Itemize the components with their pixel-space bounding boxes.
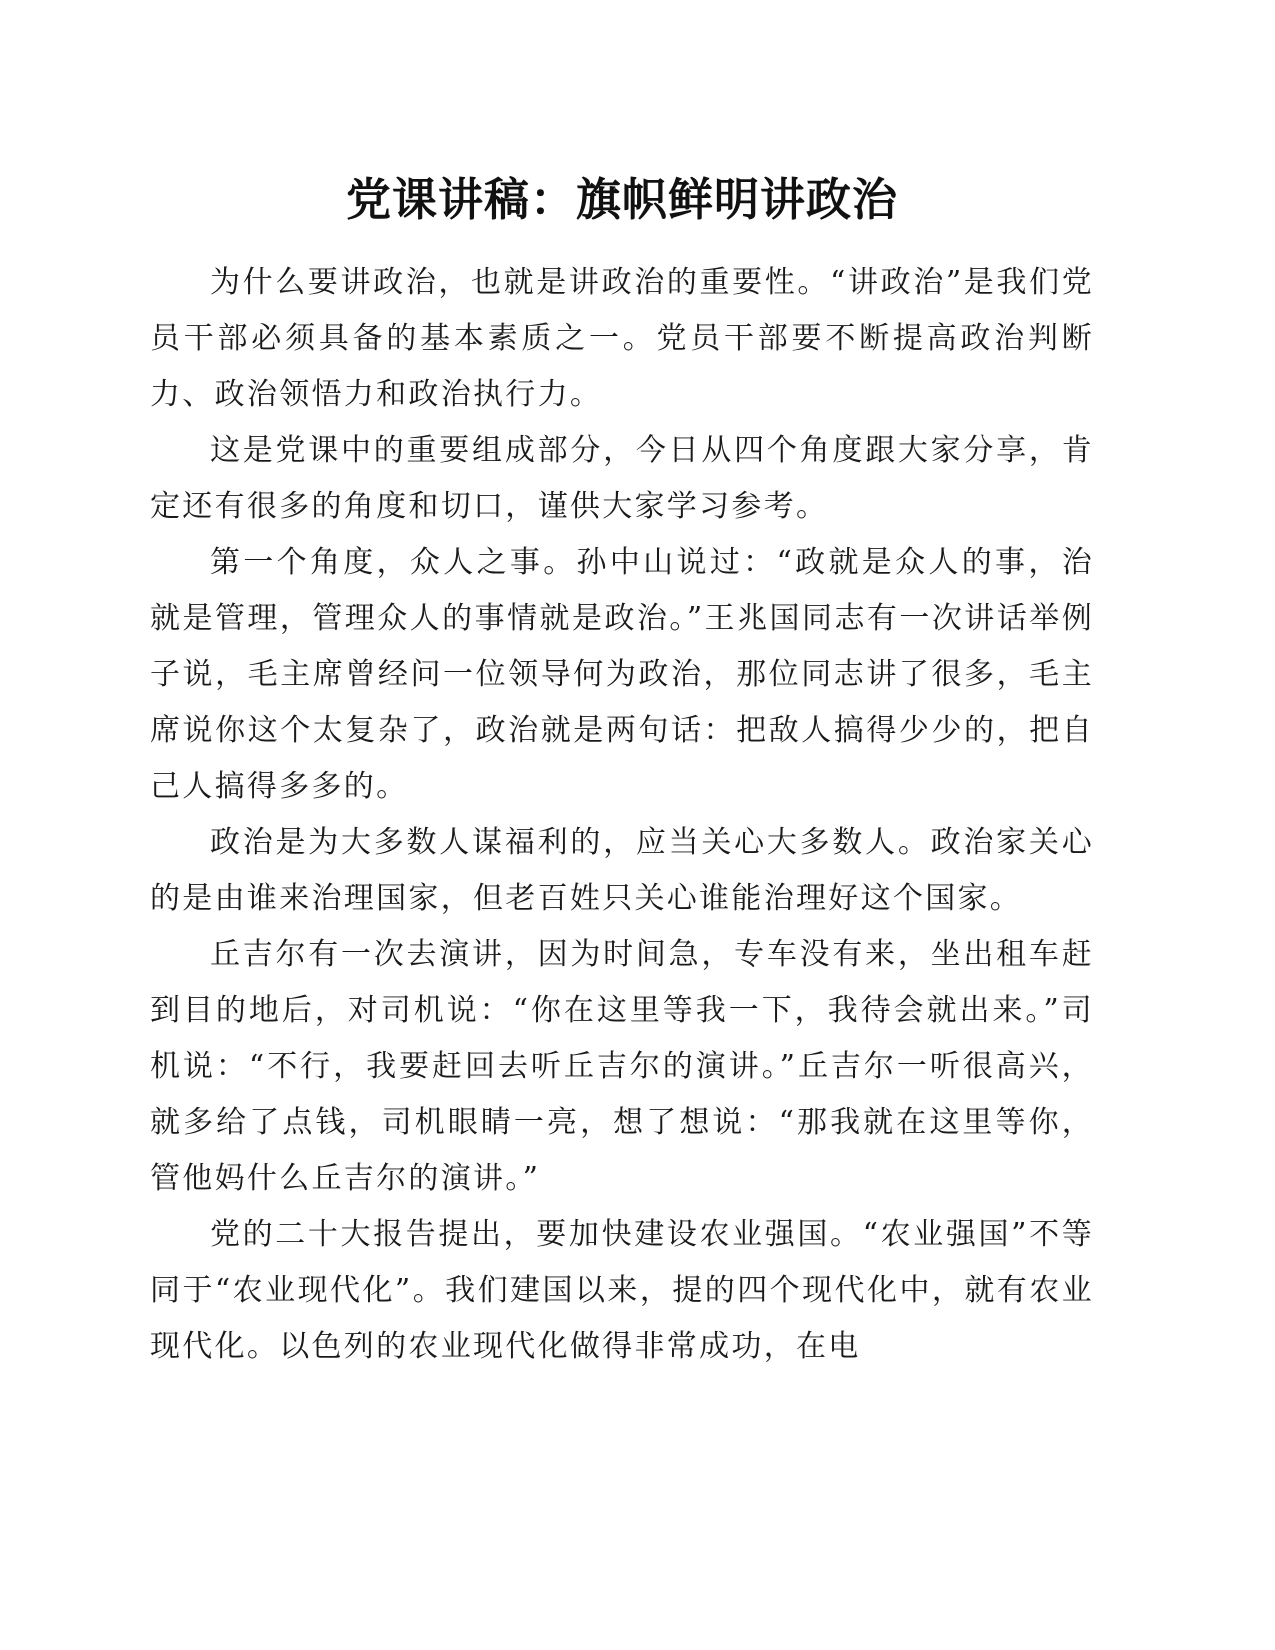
paragraph-agricultural-power: 党的二十大报告提出，要加快建设农业强国。“农业强国”不等同于“农业现代化”。我们建国以来，提的四个现代化中，就有农业现代化。以色列的农业现代化做得非常成功，在电 xyxy=(150,1217,1094,1364)
paragraph-welfare-of-majority: 政治是为大多数人谋福利的，应当关心大多数人。政治家关心的是由谁来治理国家，但老百姓只关心谁能治理好这个国家。 xyxy=(150,825,1094,916)
document-title: 党课讲稿：旗帜鲜明讲政治 xyxy=(345,173,898,226)
document-body xyxy=(150,255,1094,1375)
paragraph-first-angle: 第一个角度，众人之事。孙中山说过：“政就是众人的事，治就是管理，管理众人的事情就是政治。”王兆国同志有一次讲话举例子说，毛主席曾经问一位领导何为政治，那位同志讲了很多，毛主席说你这个太复杂了，政治就是两句话：把敌人搞得少少的，把自己人搞得多多的。 xyxy=(150,545,1094,804)
paragraph-importance-of-politics: 为什么要讲政治，也就是讲政治的重要性。“讲政治”是我们党员干部必须具备的基本素质之一。党员干部要不断提高政治判断力、政治领悟力和政治执行力。 xyxy=(150,265,1094,412)
paragraph-four-angles-intro: 这是党课中的重要组成部分，今日从四个角度跟大家分享，肯定还有很多的角度和切口，谨供大家学习参考。 xyxy=(150,433,1094,524)
paragraph-churchill-anecdote: 丘吉尔有一次去演讲，因为时间急，专车没有来，坐出租车赶到目的地后，对司机说：“你在这里等我一下，我待会就出来。”司机说：“不行，我要赶回去听丘吉尔的演讲。”丘吉尔一听很高兴，就多给了点钱，司机眼睛一亮，想了想说：“那我就在这里等你，管他妈什么丘吉尔的演讲。” xyxy=(150,937,1094,1196)
